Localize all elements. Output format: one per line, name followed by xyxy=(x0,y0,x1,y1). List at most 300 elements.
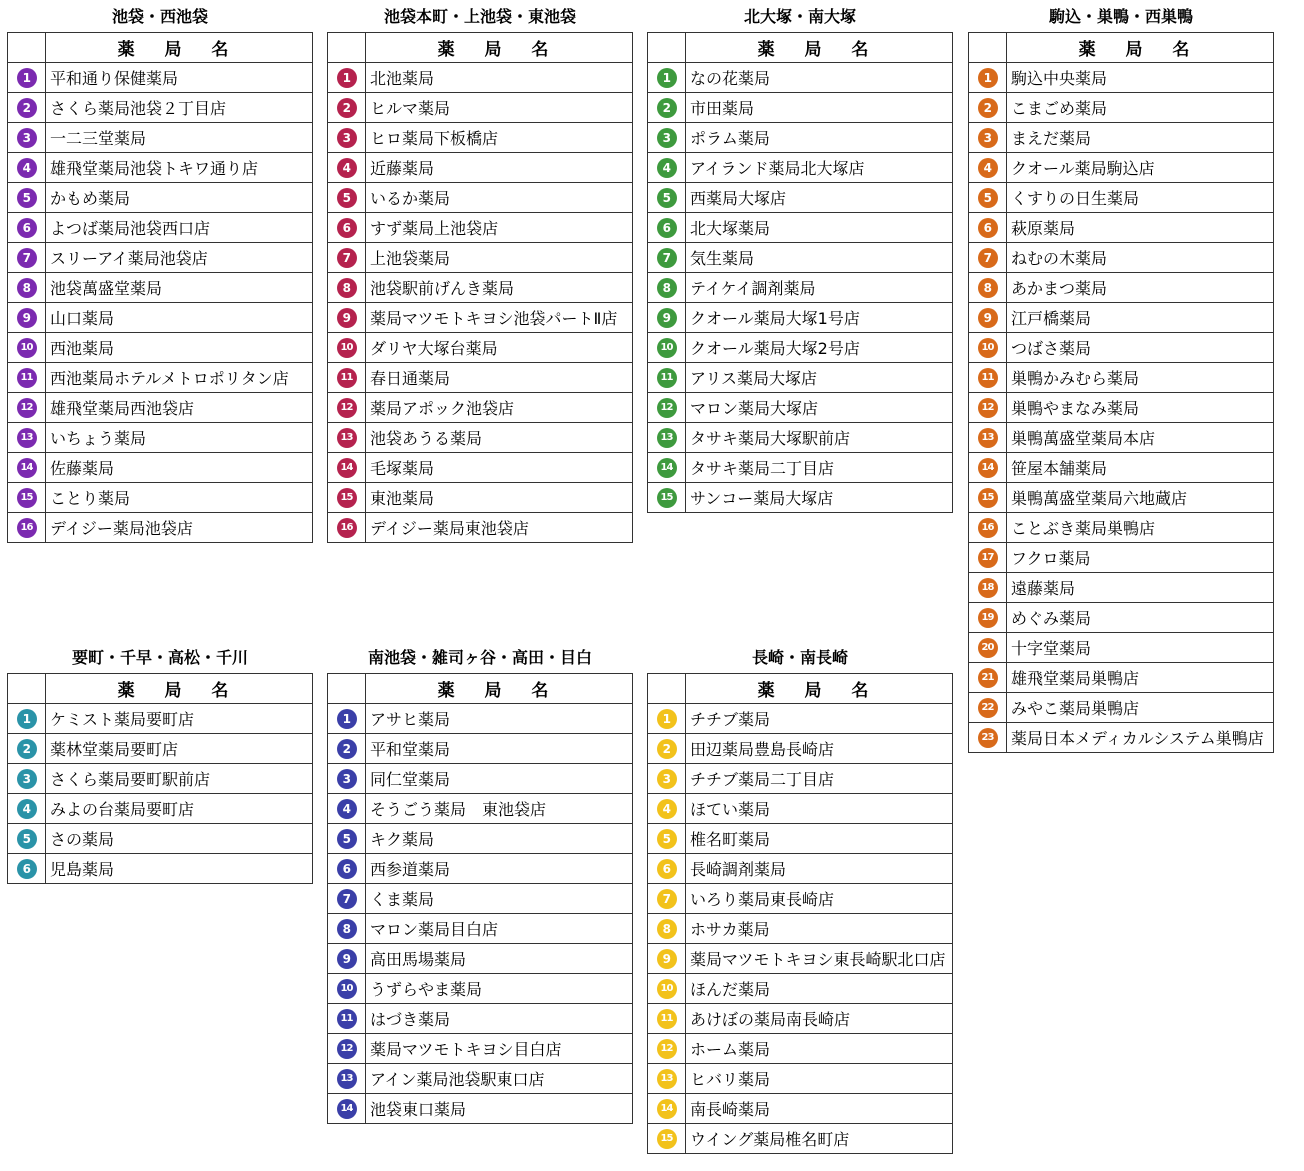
pharmacy-name: 気生薬局 xyxy=(686,243,953,273)
pharmacy-name: さくら薬局池袋２丁目店 xyxy=(46,93,313,123)
table-row xyxy=(8,824,313,854)
table-header-row xyxy=(648,674,953,704)
table-row xyxy=(8,734,313,764)
row-number-cell xyxy=(648,824,686,854)
row-number-cell xyxy=(8,303,46,333)
table-row xyxy=(648,854,953,884)
table-row xyxy=(328,183,633,213)
row-number-cell xyxy=(8,513,46,543)
pharmacy-name: 佐藤薬局 xyxy=(46,453,313,483)
number-badge: 3 xyxy=(337,128,357,148)
table-row xyxy=(969,723,1274,753)
table-row xyxy=(328,884,633,914)
number-badge: 6 xyxy=(657,218,677,238)
number-badge: 12 xyxy=(978,398,998,418)
pharmacy-name: ホーム薬局 xyxy=(686,1034,953,1064)
pharmacy-table xyxy=(327,673,633,1124)
table-row xyxy=(328,704,633,734)
row-number-cell xyxy=(969,723,1007,753)
number-badge: 11 xyxy=(657,1009,677,1029)
pharmacy-name: 巣鴨やまなみ薬局 xyxy=(1007,393,1274,423)
row-number-cell xyxy=(8,153,46,183)
table-row xyxy=(328,1004,633,1034)
row-number-cell xyxy=(328,303,366,333)
table-row xyxy=(648,1064,953,1094)
name-column-header: 薬 局 名 xyxy=(46,33,313,63)
pharmacy-name: 駒込中央薬局 xyxy=(1007,63,1274,93)
pharmacy-name: クオール薬局駒込店 xyxy=(1007,153,1274,183)
number-badge: 4 xyxy=(978,158,998,178)
number-badge: 4 xyxy=(17,799,37,819)
number-column-header xyxy=(969,33,1007,63)
table-row xyxy=(328,243,633,273)
number-badge: 4 xyxy=(657,799,677,819)
row-number-cell xyxy=(8,483,46,513)
table-row xyxy=(648,153,953,183)
pharmacy-table xyxy=(647,673,953,1154)
pharmacy-name: まえだ薬局 xyxy=(1007,123,1274,153)
number-badge: 10 xyxy=(17,338,37,358)
row-number-cell xyxy=(969,693,1007,723)
pharmacy-name: ヒロ薬局下板橋店 xyxy=(366,123,633,153)
row-number-cell xyxy=(969,423,1007,453)
row-number-cell xyxy=(969,543,1007,573)
number-badge: 2 xyxy=(17,739,37,759)
row-number-cell xyxy=(648,213,686,243)
pharmacy-name: すず薬局上池袋店 xyxy=(366,213,633,243)
pharmacy-name: 薬局アポック池袋店 xyxy=(366,393,633,423)
number-badge: 12 xyxy=(337,1039,357,1059)
table-header-row xyxy=(8,33,313,63)
pharmacy-name: ダリヤ大塚台薬局 xyxy=(366,333,633,363)
number-badge: 1 xyxy=(337,709,357,729)
number-badge: 10 xyxy=(657,338,677,358)
table-row xyxy=(328,423,633,453)
row-number-cell xyxy=(328,854,366,884)
number-badge: 12 xyxy=(17,398,37,418)
pharmacy-name: 毛塚薬局 xyxy=(366,453,633,483)
pharmacy-name: サンコー薬局大塚店 xyxy=(686,483,953,513)
row-number-cell xyxy=(8,63,46,93)
number-badge: 8 xyxy=(337,278,357,298)
row-number-cell xyxy=(328,273,366,303)
number-badge: 8 xyxy=(657,278,677,298)
pharmacy-name: 薬局マツモトキヨシ池袋パートⅡ店 xyxy=(366,303,633,333)
table-row xyxy=(648,1124,953,1154)
row-number-cell xyxy=(8,854,46,884)
pharmacy-name: ホサカ薬局 xyxy=(686,914,953,944)
number-badge: 9 xyxy=(657,308,677,328)
table-row xyxy=(969,513,1274,543)
row-number-cell xyxy=(648,483,686,513)
pharmacy-name: 長崎調剤薬局 xyxy=(686,854,953,884)
pharmacy-name: チチブ薬局 xyxy=(686,704,953,734)
table-row xyxy=(969,483,1274,513)
number-badge: 23 xyxy=(978,728,998,748)
pharmacy-name: 上池袋薬局 xyxy=(366,243,633,273)
number-badge: 13 xyxy=(337,1069,357,1089)
number-badge: 2 xyxy=(337,739,357,759)
pharmacy-name: 遠藤薬局 xyxy=(1007,573,1274,603)
table-row xyxy=(8,303,313,333)
pharmacy-name: 北池薬局 xyxy=(366,63,633,93)
table-row xyxy=(8,794,313,824)
pharmacy-table xyxy=(7,32,313,543)
number-badge: 8 xyxy=(17,278,37,298)
table-row xyxy=(648,453,953,483)
number-badge: 5 xyxy=(17,829,37,849)
pharmacy-name: 南長崎薬局 xyxy=(686,1094,953,1124)
row-number-cell xyxy=(648,854,686,884)
number-badge: 10 xyxy=(657,979,677,999)
row-number-cell xyxy=(969,393,1007,423)
number-badge: 12 xyxy=(657,1039,677,1059)
pharmacy-name: 西薬局大塚店 xyxy=(686,183,953,213)
pharmacy-name: アサヒ薬局 xyxy=(366,704,633,734)
pharmacy-table xyxy=(968,32,1274,753)
table-row xyxy=(8,764,313,794)
row-number-cell xyxy=(328,153,366,183)
number-badge: 22 xyxy=(978,698,998,718)
row-number-cell xyxy=(969,633,1007,663)
pharmacy-name: ほてい薬局 xyxy=(686,794,953,824)
number-badge: 14 xyxy=(978,458,998,478)
pharmacy-name: 薬局マツモトキヨシ目白店 xyxy=(366,1034,633,1064)
number-badge: 11 xyxy=(657,368,677,388)
table-row xyxy=(8,704,313,734)
table-row xyxy=(328,273,633,303)
table-row xyxy=(648,483,953,513)
pharmacy-name: 巣鴨かみむら薬局 xyxy=(1007,363,1274,393)
pharmacy-name: 平和堂薬局 xyxy=(366,734,633,764)
row-number-cell xyxy=(969,153,1007,183)
pharmacy-name: タサキ薬局大塚駅前店 xyxy=(686,423,953,453)
number-badge: 10 xyxy=(337,338,357,358)
table-row xyxy=(8,513,313,543)
name-column-header: 薬 局 名 xyxy=(1007,33,1274,63)
number-badge: 3 xyxy=(657,128,677,148)
row-number-cell xyxy=(648,93,686,123)
row-number-cell xyxy=(8,213,46,243)
number-badge: 9 xyxy=(337,949,357,969)
table-row xyxy=(969,153,1274,183)
number-badge: 2 xyxy=(657,98,677,118)
pharmacy-name: 山口薬局 xyxy=(46,303,313,333)
pharmacy-name: 池袋あうる薬局 xyxy=(366,423,633,453)
row-number-cell xyxy=(648,363,686,393)
pharmacy-name: さの薬局 xyxy=(46,824,313,854)
row-number-cell xyxy=(648,704,686,734)
pharmacy-name: 十字堂薬局 xyxy=(1007,633,1274,663)
pharmacy-name: こまごめ薬局 xyxy=(1007,93,1274,123)
row-number-cell xyxy=(8,183,46,213)
table-row xyxy=(969,663,1274,693)
number-badge: 14 xyxy=(337,1099,357,1119)
table-row xyxy=(8,213,313,243)
row-number-cell xyxy=(648,123,686,153)
number-badge: 15 xyxy=(978,488,998,508)
row-number-cell xyxy=(648,303,686,333)
pharmacy-name: 西池薬局ホテルメトロポリタン店 xyxy=(46,363,313,393)
number-badge: 4 xyxy=(337,799,357,819)
row-number-cell xyxy=(328,944,366,974)
row-number-cell xyxy=(8,393,46,423)
pharmacy-name: テイケイ調剤薬局 xyxy=(686,273,953,303)
pharmacy-name: 池袋萬盛堂薬局 xyxy=(46,273,313,303)
table-row xyxy=(328,1064,633,1094)
row-number-cell xyxy=(328,453,366,483)
table-row xyxy=(328,153,633,183)
number-badge: 15 xyxy=(657,488,677,508)
table-header-row xyxy=(648,33,953,63)
row-number-cell xyxy=(648,1094,686,1124)
row-number-cell xyxy=(969,453,1007,483)
pharmacy-name: 東池薬局 xyxy=(366,483,633,513)
table-row xyxy=(648,1034,953,1064)
table-row xyxy=(648,764,953,794)
pharmacy-name: 雄飛堂薬局池袋トキワ通り店 xyxy=(46,153,313,183)
row-number-cell xyxy=(969,573,1007,603)
table-row xyxy=(328,303,633,333)
row-number-cell xyxy=(969,183,1007,213)
table-row xyxy=(969,393,1274,423)
pharmacy-name: タサキ薬局二丁目店 xyxy=(686,453,953,483)
number-badge: 15 xyxy=(17,488,37,508)
row-number-cell xyxy=(648,453,686,483)
row-number-cell xyxy=(328,363,366,393)
row-number-cell xyxy=(969,603,1007,633)
number-column-header xyxy=(328,33,366,63)
name-column-header: 薬 局 名 xyxy=(366,674,633,704)
table-row xyxy=(969,273,1274,303)
table-row xyxy=(648,243,953,273)
group-title: 南池袋・雑司ヶ谷・高田・目白 xyxy=(367,648,592,667)
row-number-cell xyxy=(969,63,1007,93)
row-number-cell xyxy=(648,764,686,794)
row-number-cell xyxy=(648,423,686,453)
row-number-cell xyxy=(969,123,1007,153)
table-row xyxy=(648,974,953,1004)
number-badge: 14 xyxy=(657,458,677,478)
row-number-cell xyxy=(8,453,46,483)
row-number-cell xyxy=(8,363,46,393)
number-badge: 16 xyxy=(17,518,37,538)
table-row xyxy=(969,543,1274,573)
row-number-cell xyxy=(328,123,366,153)
pharmacy-name: スリーアイ薬局池袋店 xyxy=(46,243,313,273)
number-badge: 19 xyxy=(978,608,998,628)
number-badge: 15 xyxy=(657,1129,677,1149)
row-number-cell xyxy=(8,824,46,854)
table-row xyxy=(648,944,953,974)
row-number-cell xyxy=(8,273,46,303)
pharmacy-name: いちょう薬局 xyxy=(46,423,313,453)
table-row xyxy=(328,93,633,123)
table-row xyxy=(969,453,1274,483)
table-row xyxy=(648,734,953,764)
row-number-cell xyxy=(8,423,46,453)
row-number-cell xyxy=(8,704,46,734)
number-badge: 5 xyxy=(337,829,357,849)
table-row xyxy=(969,303,1274,333)
table-row xyxy=(648,333,953,363)
number-badge: 6 xyxy=(337,859,357,879)
pharmacy-name: 笹屋本舗薬局 xyxy=(1007,453,1274,483)
table-row xyxy=(648,63,953,93)
pharmacy-name: ことり薬局 xyxy=(46,483,313,513)
number-badge: 2 xyxy=(337,98,357,118)
row-number-cell xyxy=(648,884,686,914)
pharmacy-name: 巣鴨萬盛堂薬局本店 xyxy=(1007,423,1274,453)
number-badge: 13 xyxy=(657,428,677,448)
table-row xyxy=(328,453,633,483)
number-badge: 1 xyxy=(337,68,357,88)
row-number-cell xyxy=(8,93,46,123)
row-number-cell xyxy=(328,423,366,453)
number-badge: 6 xyxy=(657,859,677,879)
pharmacy-name: アイランド薬局北大塚店 xyxy=(686,153,953,183)
number-column-header xyxy=(648,674,686,704)
table-row xyxy=(8,363,313,393)
row-number-cell xyxy=(328,213,366,243)
number-badge: 9 xyxy=(17,308,37,328)
number-badge: 7 xyxy=(17,248,37,268)
pharmacy-name: 池袋東口薬局 xyxy=(366,1094,633,1124)
table-row xyxy=(8,123,313,153)
pharmacy-name: 一二三堂薬局 xyxy=(46,123,313,153)
table-row xyxy=(8,423,313,453)
number-badge: 3 xyxy=(17,769,37,789)
row-number-cell xyxy=(969,213,1007,243)
row-number-cell xyxy=(648,914,686,944)
group-title: 要町・千早・高松・千川 xyxy=(71,648,248,667)
number-badge: 5 xyxy=(337,188,357,208)
table-row xyxy=(648,423,953,453)
table-row xyxy=(969,423,1274,453)
table-row xyxy=(328,1094,633,1124)
number-column-header xyxy=(8,674,46,704)
pharmacy-name: 田辺薬局豊島長崎店 xyxy=(686,734,953,764)
pharmacy-name: 近藤薬局 xyxy=(366,153,633,183)
pharmacy-name: うずらやま薬局 xyxy=(366,974,633,1004)
number-badge: 9 xyxy=(337,308,357,328)
pharmacy-name: 椎名町薬局 xyxy=(686,824,953,854)
row-number-cell xyxy=(328,1064,366,1094)
number-badge: 9 xyxy=(657,949,677,969)
row-number-cell xyxy=(648,63,686,93)
table-row xyxy=(8,393,313,423)
table-row xyxy=(969,123,1274,153)
row-number-cell xyxy=(969,303,1007,333)
pharmacy-name: ほんだ薬局 xyxy=(686,974,953,1004)
pharmacy-name: 江戸橋薬局 xyxy=(1007,303,1274,333)
table-row xyxy=(648,1004,953,1034)
pharmacy-table xyxy=(7,673,313,884)
number-badge: 6 xyxy=(337,218,357,238)
table-row xyxy=(328,854,633,884)
table-row xyxy=(969,693,1274,723)
table-row xyxy=(328,513,633,543)
number-badge: 5 xyxy=(978,188,998,208)
row-number-cell xyxy=(969,663,1007,693)
table-row xyxy=(648,914,953,944)
table-row xyxy=(328,944,633,974)
pharmacy-name: 薬林堂薬局要町店 xyxy=(46,734,313,764)
table-row xyxy=(969,93,1274,123)
table-row xyxy=(648,213,953,243)
table-row xyxy=(648,183,953,213)
pharmacy-name: はづき薬局 xyxy=(366,1004,633,1034)
number-badge: 2 xyxy=(17,98,37,118)
number-badge: 18 xyxy=(978,578,998,598)
number-badge: 11 xyxy=(17,368,37,388)
number-badge: 3 xyxy=(17,128,37,148)
table-row xyxy=(648,363,953,393)
row-number-cell xyxy=(969,243,1007,273)
table-row xyxy=(8,854,313,884)
table-row xyxy=(8,333,313,363)
group-title: 長崎・南長崎 xyxy=(751,648,848,667)
number-badge: 13 xyxy=(978,428,998,448)
row-number-cell xyxy=(648,1064,686,1094)
pharmacy-name: アリス薬局大塚店 xyxy=(686,363,953,393)
row-number-cell xyxy=(969,363,1007,393)
table-row xyxy=(328,363,633,393)
pharmacy-name: ヒルマ薬局 xyxy=(366,93,633,123)
row-number-cell xyxy=(328,914,366,944)
table-row xyxy=(328,794,633,824)
table-header-row xyxy=(8,674,313,704)
pharmacy-name: 西参道薬局 xyxy=(366,854,633,884)
pharmacy-name: 薬局マツモトキヨシ東長崎駅北口店 xyxy=(686,944,953,974)
number-badge: 17 xyxy=(978,548,998,568)
table-row xyxy=(969,363,1274,393)
table-row xyxy=(648,273,953,303)
table-row xyxy=(8,153,313,183)
number-badge: 7 xyxy=(657,889,677,909)
row-number-cell xyxy=(328,183,366,213)
row-number-cell xyxy=(648,944,686,974)
number-badge: 11 xyxy=(337,1009,357,1029)
pharmacy-name: くま薬局 xyxy=(366,884,633,914)
name-column-header: 薬 局 名 xyxy=(686,674,953,704)
pharmacy-name: つばさ薬局 xyxy=(1007,333,1274,363)
row-number-cell xyxy=(328,1034,366,1064)
number-badge: 5 xyxy=(17,188,37,208)
number-badge: 7 xyxy=(657,248,677,268)
name-column-header: 薬 局 名 xyxy=(46,674,313,704)
row-number-cell xyxy=(328,794,366,824)
pharmacy-name: 雄飛堂薬局巣鴨店 xyxy=(1007,663,1274,693)
pharmacy-name: みよの台薬局要町店 xyxy=(46,794,313,824)
group-title: 池袋本町・上池袋・東池袋 xyxy=(383,7,576,26)
table-row xyxy=(328,1034,633,1064)
row-number-cell xyxy=(648,393,686,423)
number-badge: 13 xyxy=(657,1069,677,1089)
number-badge: 1 xyxy=(17,709,37,729)
table-row xyxy=(969,573,1274,603)
table-row xyxy=(969,183,1274,213)
number-badge: 6 xyxy=(17,218,37,238)
row-number-cell xyxy=(648,333,686,363)
number-badge: 1 xyxy=(657,709,677,729)
row-number-cell xyxy=(648,183,686,213)
table-row xyxy=(328,734,633,764)
pharmacy-name: 池袋駅前げんき薬局 xyxy=(366,273,633,303)
row-number-cell xyxy=(328,884,366,914)
table-row xyxy=(969,243,1274,273)
pharmacy-name: アイン薬局池袋駅東口店 xyxy=(366,1064,633,1094)
